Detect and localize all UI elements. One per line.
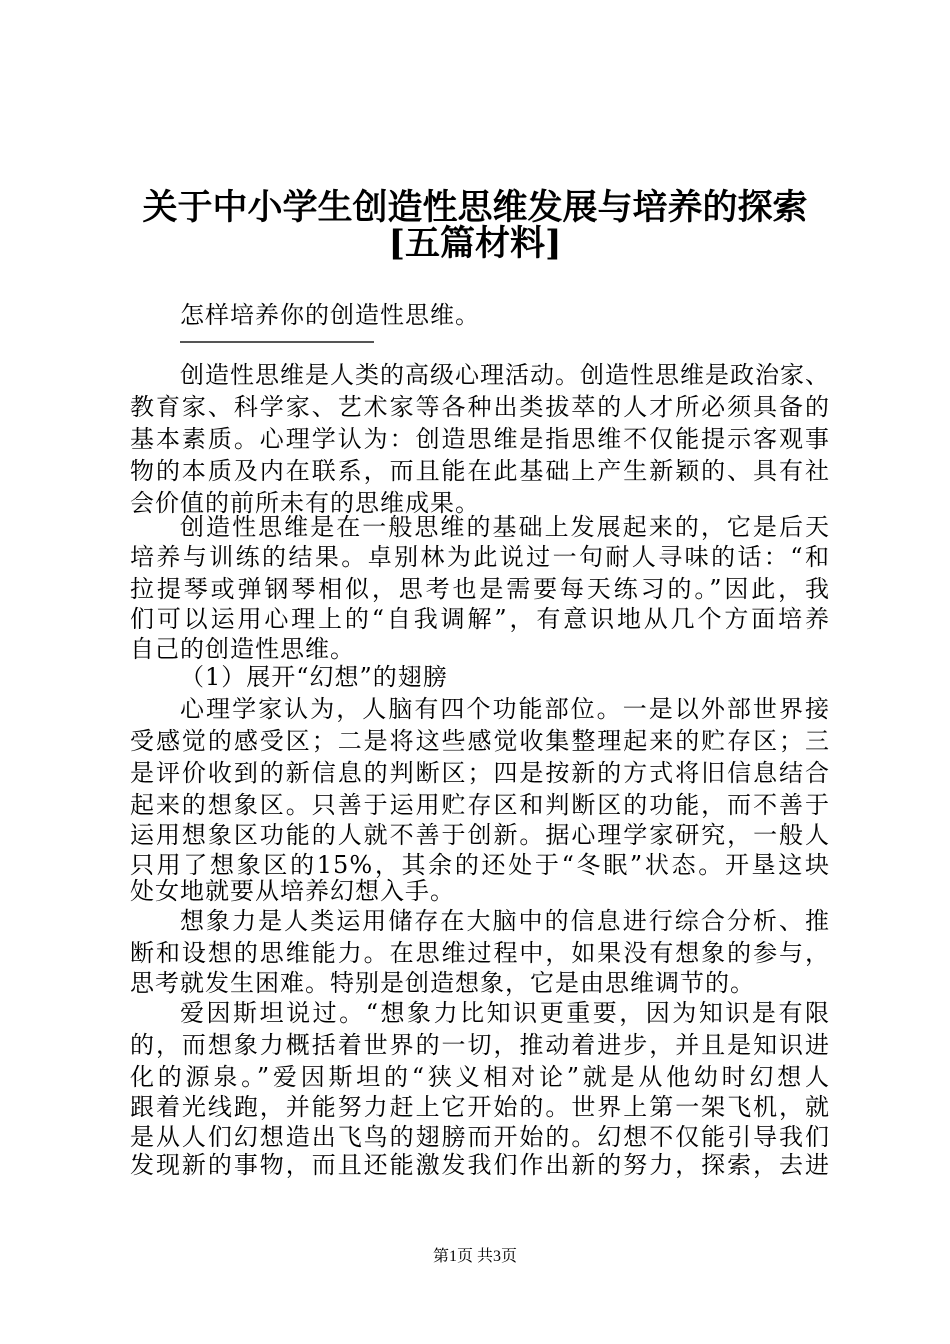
text-line: 们可以运用心理上的“自我调解”，有意识地从几个方面培养 — [130, 605, 830, 633]
text-line: 爱因斯坦说过。“想象力比知识更重要，因为知识是有限 — [180, 999, 830, 1027]
document-subtitle: [五篇材料] — [388, 223, 562, 264]
text-line: 只用了想象区的15%，其余的还处于“冬眠”状态。开垦这块 — [130, 851, 830, 879]
text-line: 物的本质及内在联系，而且能在此基础上产生新颖的、具有社 — [130, 457, 830, 485]
text-line: 处女地就要从培养幻想入手。 — [130, 877, 455, 905]
text-line: 运用想象区功能的人就不善于创新。据心理学家研究，一般人 — [130, 821, 830, 849]
text-line: 的，而想象力概括着世界的一切，推动着进步，并且是知识进 — [130, 1031, 830, 1059]
text-line: 想象力是人类运用储存在大脑中的信息进行综合分析、推 — [180, 907, 830, 935]
text-line: 断和设想的思维能力。在思维过程中，如果没有想象的参与， — [130, 939, 830, 967]
text-line: 是评价收到的新信息的判断区；四是按新的方式将旧信息结合 — [130, 759, 830, 787]
text-line: 发现新的事物，而且还能激发我们作出新的努力，探索，去进 — [130, 1151, 830, 1179]
text-line: 培养与训练的结果。卓别林为此说过一句耐人寻味的话：“和 — [130, 543, 830, 571]
text-line: 会价值的前所未有的思维成果。 — [130, 489, 480, 517]
text-line: 拉提琴或弹钢琴相似，思考也是需要每天练习的。”因此，我 — [130, 575, 830, 603]
section-heading: （1）展开“幻想”的翅膀 — [180, 663, 448, 691]
intro-line: 怎样培养你的创造性思维。 — [180, 301, 480, 329]
text-line: 基本素质。心理学认为：创造思维是指思维不仅能提示客观事 — [130, 425, 830, 453]
text-line: 起来的想象区。只善于运用贮存区和判断区的功能，而不善于 — [130, 791, 830, 819]
text-line: 心理学家认为，人脑有四个功能部位。一是以外部世界接 — [180, 695, 830, 723]
text-line: 跟着光线跑，并能努力赶上它开始的。世界上第一架飞机，就 — [130, 1093, 830, 1121]
text-line: 是从人们幻想造出飞鸟的翅膀而开始的。幻想不仅能引导我们 — [130, 1123, 830, 1151]
document-title: 关于中小学生创造性思维发展与培养的探索 — [142, 187, 808, 228]
text-line: 自己的创造性思维。 — [130, 635, 355, 663]
text-line: 创造性思维是在一般思维的基础上发展起来的，它是后天 — [180, 513, 830, 541]
text-line: 受感觉的感受区；二是将这些感觉收集整理起来的贮存区；三 — [130, 727, 830, 755]
text-line: 教育家、科学家、艺术家等各种出类拔萃的人才所必须具备的 — [130, 393, 830, 421]
text-line: 化的源泉。”爱因斯坦的“狭义相对论”就是从他幼时幻想人 — [130, 1063, 830, 1091]
page-number: 第1页 共3页 — [432, 1248, 517, 1265]
text-line: 思考就发生困难。特别是创造想象，它是由思维调节的。 — [130, 969, 755, 997]
text-line: 创造性思维是人类的高级心理活动。创造性思维是政治家、 — [180, 361, 830, 389]
divider-line — [180, 341, 374, 343]
